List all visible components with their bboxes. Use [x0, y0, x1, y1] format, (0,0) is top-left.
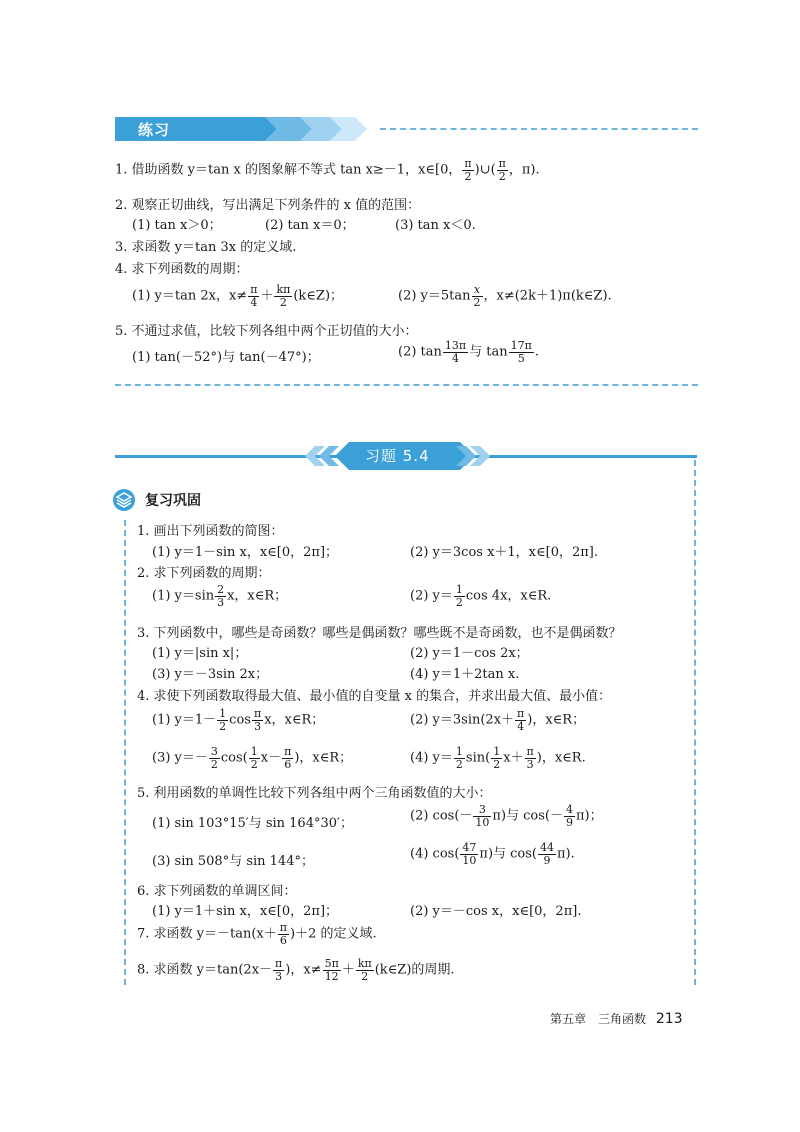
exercise-q3-a: (1) y＝|sin x|； — [152, 646, 248, 661]
exercise-q1: 1. 画出下列函数的简图： — [137, 524, 284, 539]
practice-q2-c: (3) tan x＜0. — [395, 218, 476, 233]
practice-q4: 4. 求下列函数的周期： — [115, 262, 249, 277]
exercise-q6: 6. 求下列函数的单调区间： — [137, 884, 297, 899]
exercise-title: 习题 5.4 — [365, 447, 430, 465]
layers-icon — [112, 488, 136, 512]
practice-bottom-dash-line — [115, 384, 698, 386]
page-footer — [550, 1010, 683, 1027]
exercise-q5-d: (4) cos( $\frac{47}{10}$ π)与 cos( $\frac{44}{9}$ π). — [410, 841, 575, 867]
exercise-q5: 5. 利用函数的单调性比较下列各组中两个三角函数值的大小： — [137, 786, 492, 801]
exercise-q2: 2. 求下列函数的周期： — [137, 566, 271, 581]
chapter-label: 第五章 三角函数 — [550, 1012, 647, 1026]
exercise-q4-d: (4) y＝ $\frac{1}{2}$ sin( $\frac{1}{2}$ x＋ $\frac{\pi}{3}$ )，x∈R. — [410, 745, 586, 771]
practice-title: 练习 — [138, 121, 171, 139]
exercise-q5-a: (1) sin 103°15′与 sin 164°30′； — [152, 816, 353, 831]
page-number: 213 — [655, 1011, 683, 1027]
exercise-q3-c: (3) y＝－3sin 2x； — [152, 667, 269, 682]
exercise-q3-d: (4) y＝1＋2tan x. — [410, 667, 520, 682]
left-dash-border — [124, 520, 126, 985]
practice-q2-a: (1) tan x＞0； — [132, 218, 222, 233]
exercise-q1-a: (1) y＝1－sin x，x∈[0，2π]； — [152, 545, 339, 560]
exercise-q4-c: (3) y＝－ $\frac{3}{2}$ cos( $\frac{1}{2}$ x－ $\frac{\pi}{6}$ )，x∈R； — [152, 745, 353, 771]
exercise-q5-c: (3) sin 508°与 sin 144°； — [152, 854, 314, 869]
exercise-q7: 7. 求函数 y＝－tan(x＋ $\frac{\pi}{6}$ )＋2 的定义域. — [137, 921, 377, 947]
practice-q5-b: (2) tan $\frac{13\pi}{4}$ 与 tan $\frac{17\pi}{5}$ . — [398, 339, 539, 365]
exercise-q2-b: (2) y＝ $\frac{1}{2}$ cos 4x，x∈R. — [410, 583, 552, 609]
exercise-q4: 4. 求使下列函数取得最大值、最小值的自变量 x 的集合，并求出最大值、最小值： — [137, 689, 612, 704]
section-title-review: 复习巩固 — [145, 493, 201, 509]
exercise-q8: 8. 求函数 y＝tan(2x－ $\frac{\pi}{3}$ )，x≠ $\frac{5\pi}{12}$ ＋ $\frac{k\pi}{2}$ (k∈Z)的周期. — [137, 957, 455, 983]
exercise-q4-b: (2) y＝3sin(2x＋ $\frac{\pi}{4}$ )，x∈R； — [410, 707, 586, 733]
practice-q2-b: (2) tan x＝0； — [265, 218, 355, 233]
exercise-q5-b: (2) cos(－ $\frac{3}{10}$ π)与 cos(－ $\frac{4}{9}$ π)； — [410, 803, 603, 829]
exercise-q6-a: (1) y＝1＋sin x，x∈[0，2π]； — [152, 904, 339, 919]
practice-q3: 3. 求函数 y＝tan 3x 的定义域. — [115, 240, 297, 255]
right-dash-border — [694, 460, 696, 985]
exercise-q3-b: (2) y＝1－cos 2x； — [410, 646, 529, 661]
exercise-q2-a: (1) y＝sin $\frac{2}{3}$ x，x∈R； — [152, 583, 288, 609]
exercise-q6-b: (2) y＝－cos x，x∈[0，2π]. — [410, 904, 582, 919]
practice-q5-a: (1) tan(－52°)与 tan(－47°)； — [132, 350, 320, 365]
exercise-q4-a: (1) y＝1－ $\frac{1}{2}$ cos $\frac{\pi}{3}$ x，x∈R； — [152, 707, 325, 733]
top-dash-line — [380, 128, 698, 130]
practice-q4-a: (1) y＝tan 2x，x≠ $\frac{\pi}{4}$ ＋ $\frac{k\pi}{2}$ (k∈Z)； — [132, 283, 344, 309]
practice-q1: 1. 借助函数 y＝tan x 的图象解不等式 tan x≥－1，x∈[0， $\frac{\pi}{2}$ )∪( $\frac{\pi}{2}$ ，π). — [115, 157, 540, 183]
practice-q4-b: (2) y＝5tan $\frac{x}{2}$ ，x≠(2k＋1)π(k∈Z). — [398, 283, 612, 309]
exercise-q1-b: (2) y＝3cos x＋1，x∈[0，2π]. — [410, 545, 598, 560]
practice-q5: 5. 不通过求值，比较下列各组中两个正切值的大小： — [115, 324, 418, 339]
exercise-q3: 3. 下列函数中，哪些是奇函数？哪些是偶函数？哪些既不是奇函数，也不是偶函数？ — [137, 626, 622, 641]
practice-q2: 2. 观察正切曲线，写出满足下列条件的 x 值的范围： — [115, 198, 421, 213]
